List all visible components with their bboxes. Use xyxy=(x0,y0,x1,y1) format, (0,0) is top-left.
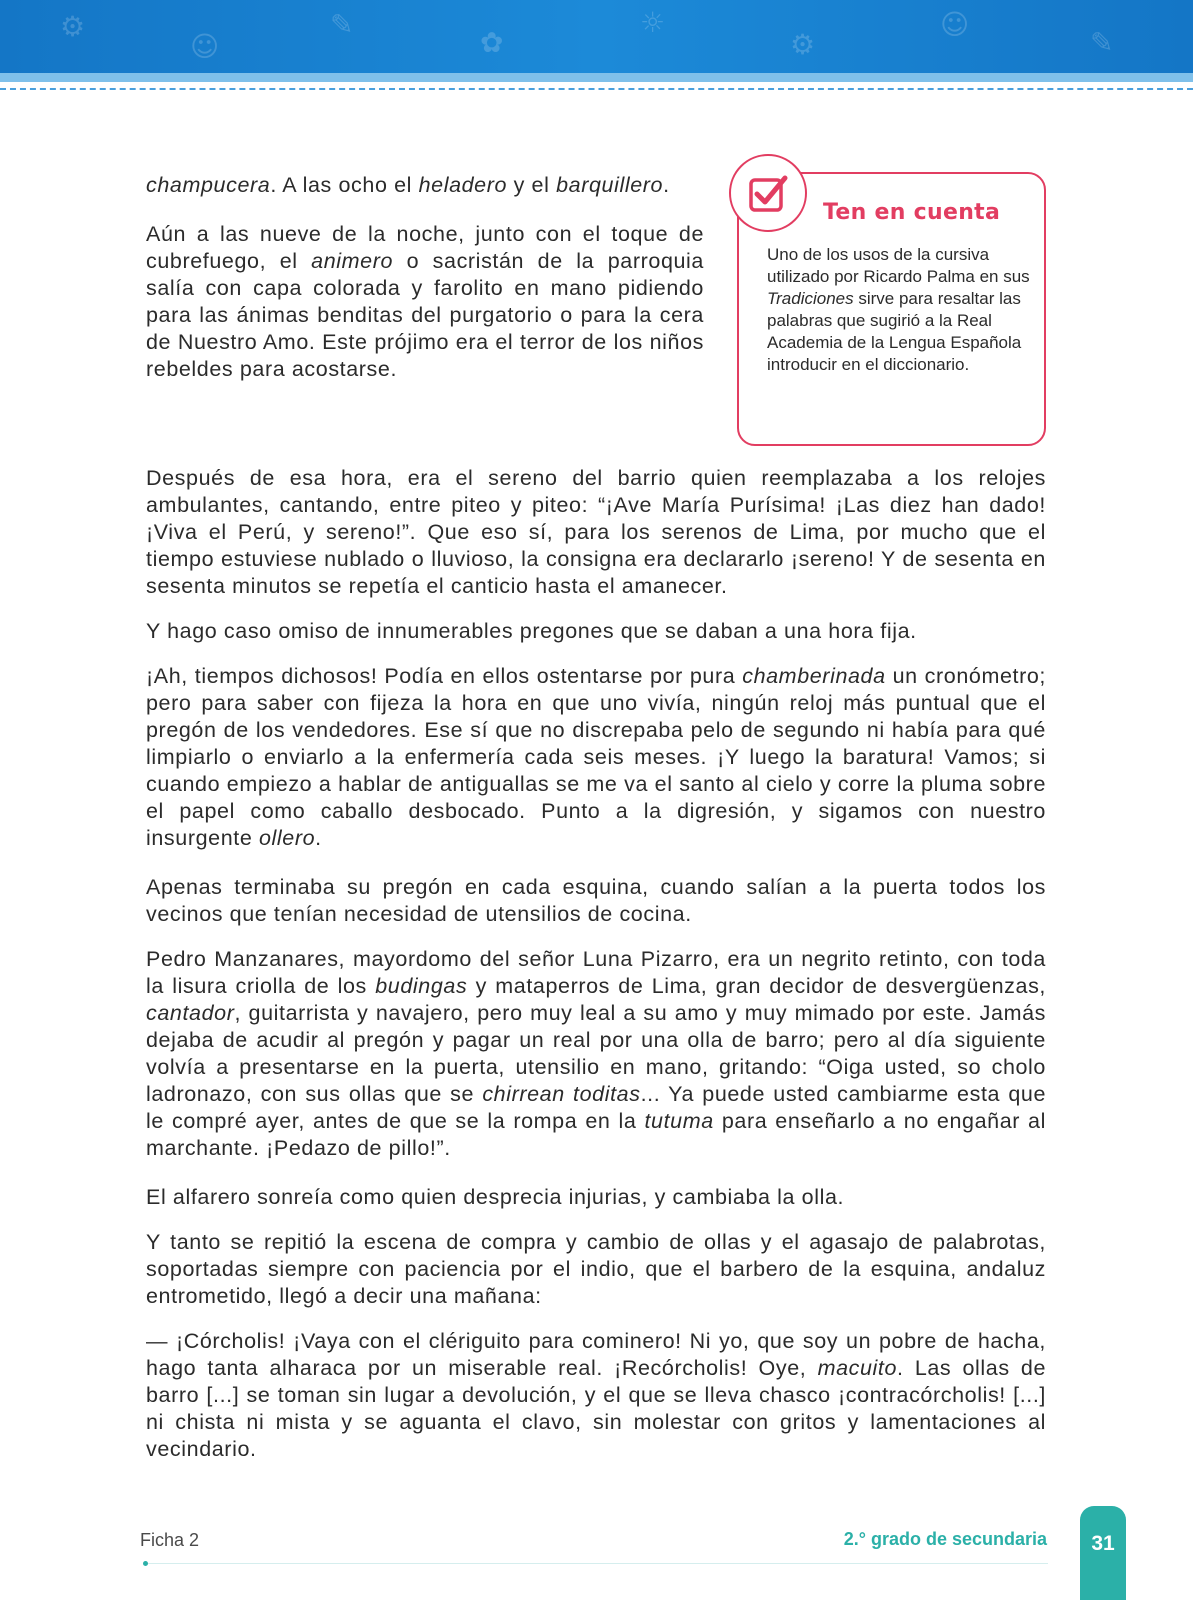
paragraph-5: ¡Ah, tiempos dichosos! Podía en ellos ostentarse por pura chamberinada un cronómetro; pero para saber con fijeza la hora en que uno vivía, ningún reloj más puntual que el pregón de los vendedores. Ese sí que no discrepaba pelo de segundo ni había para qué limpiarlo o enviarlo a la enfermería cada seis meses. ¡Y luego la baratura! Vamos; si cuando empiezo a hablar de antiguallas se me va el santo al cielo y corre la pluma sobre el papel como caballo desbocado. Punto a la digresión, y sigamos con nuestro insurgente ollero. xyxy=(146,664,1046,850)
pencil-icon: ✎ xyxy=(1090,26,1114,59)
gear-icon: ⚙ xyxy=(790,28,816,61)
footer-grade: 2.° grado de secundaria xyxy=(843,1529,1047,1549)
header-stripe xyxy=(0,73,1193,82)
footer-ficha: Ficha 2 xyxy=(140,1530,200,1550)
pencil-icon: ✎ xyxy=(330,8,354,41)
paragraph-3: Después de esa hora, era el sereno del barrio quien reemplazaba a los relojes ambulantes, cantando, entre piteo y piteo: “¡Ave María Purísima! ¡Las diez han dado! ¡Viva el Perú, y sereno!”. Que eso sí, para los serenos de Lima, por mucho que el tiempo estuviese nublado o lluvioso, la consigna era declararlo ¡sereno! Y de sesenta en sesenta minutos se repetía el canticio hasta el amanecer. xyxy=(146,466,1046,598)
note-text: Uno de los usos de la cursiva utilizado por Ricardo Palma en sus Tradiciones sirve para resaltar las palabras que sugirió a la Real Academia de la Lengua Española introducir en el diccionario. xyxy=(767,245,1030,374)
paragraph-7: Pedro Manzanares, mayordomo del señor Luna Pizarro, era un negrito retinto, con toda la lisura criolla de los budingas y mataperros de Lima, gran decidor de desvergüenzas, cantador, guitarrista y navajero, pero muy leal a su amo y muy mimado por este. Jamás dejaba de acudir al pregón y pagar un real por una olla de barro; pero al día siguiente volvía a presentarse en la puerta, utensilio en mano, gritando: “Oiga usted, so cholo ladronazo, con sus ollas que se chirrean toditas... Ya puede usted cambiarme esta que le compré ayer, antes de que se la rompa en la tutuma para enseñarlo a no engañar al marchante. ¡Pedazo de pillo!”. xyxy=(146,947,1046,1160)
note-badge xyxy=(729,154,807,232)
gear-icon: ⚙ xyxy=(60,10,86,43)
page-number-tab xyxy=(1080,1506,1126,1600)
paragraph-9: Y tanto se repitió la escena de compra y cambio de ollas y el agasajo de palabrotas, soportadas siempre con paciencia por el indio, que el barbero de la esquina, andaluz entrometido, llegó a decir una mañana: xyxy=(146,1230,1046,1308)
main-column xyxy=(146,465,1046,1463)
smiley-icon: ☺ xyxy=(940,8,970,41)
sun-icon: ☼ xyxy=(640,6,666,39)
paragraph-10: — ¡Córcholis! ¡Vaya con el clériguito para cominero! Ni yo, que soy un pobre de hacha, hago tanta alharaca por un miserable real. ¡Recórcholis! Oye, macuito. Las ollas de barro [...] se toman sin lugar a devolución, y el que se lleva chasco ¡contracórcholis! [...] ni chista ni mista y se aguanta el clavo, sin molestar con gritos y lamentaciones al vecindario. xyxy=(146,1329,1047,1461)
page-number: 31 xyxy=(1091,1532,1115,1555)
intro-column xyxy=(146,172,704,383)
paragraph-4: Y hago caso omiso de innumerables pregones que se daban a una hora fija. xyxy=(146,619,917,643)
header-band xyxy=(0,0,1193,73)
smiley-icon: ☺ xyxy=(190,30,220,63)
flower-icon: ✿ xyxy=(480,26,504,59)
paragraph-6: Apenas terminaba su pregón en cada esquina, cuando salían a la puerta todos los vecinos que tenían necesidad de utensilios de cocina. xyxy=(146,875,1046,926)
paragraph-2: Aún a las nueve de la noche, junto con el toque de cubrefuego, el animero o sacristán de la parroquia salía con capa colorada y farolito en mano pidiendo para las ánimas benditas del purgatorio o para la cera de Nuestro Amo. Este prójimo era el terror de los niños rebeldes para acostarse. xyxy=(146,222,704,381)
paragraph-8: El alfarero sonreía como quien desprecia injurias, y cambiaba la olla. xyxy=(146,1185,845,1209)
paragraph-1: champucera. A las ocho el heladero y el barquillero. xyxy=(146,173,670,197)
check-square-icon xyxy=(745,170,793,218)
footer-rule xyxy=(148,1563,1048,1564)
note-title: Ten en cuenta xyxy=(823,200,1001,225)
header-dashed-rule xyxy=(0,88,1193,90)
